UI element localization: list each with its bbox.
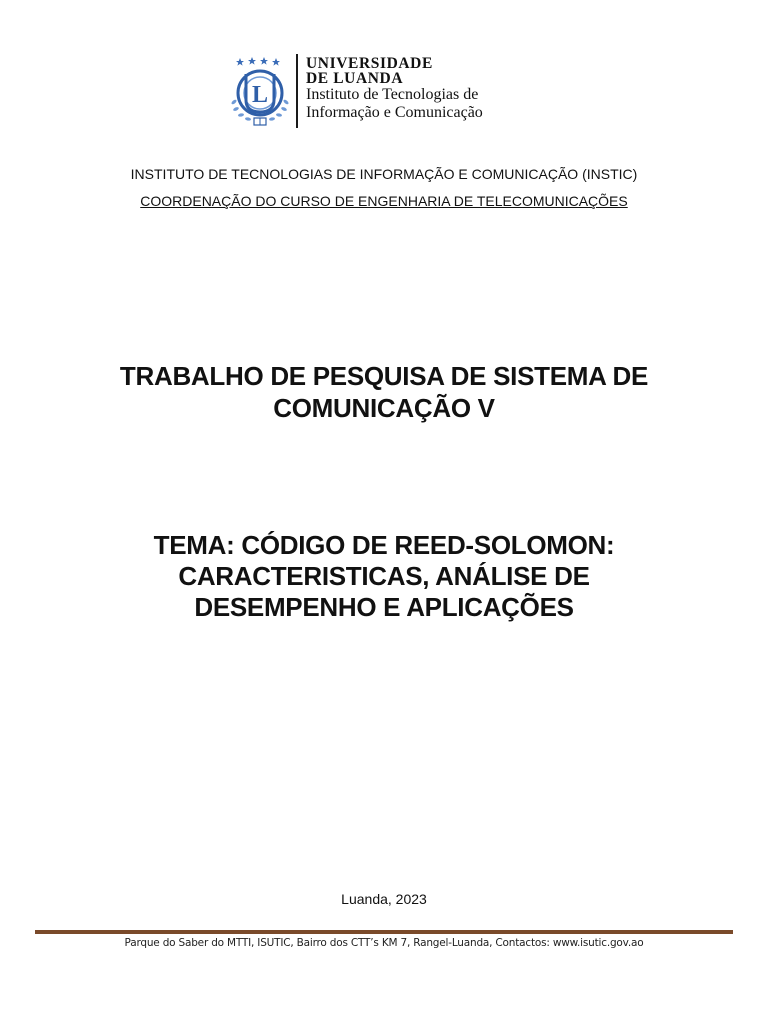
- footer-divider: [35, 930, 733, 934]
- logo-wordmark: [306, 56, 483, 122]
- university-name-line1: UNIVERSIDADE: [306, 55, 433, 72]
- svg-text:L: L: [251, 82, 269, 108]
- university-name-line2: DE LUANDA: [306, 70, 404, 87]
- footer-address: Parque do Saber do MTTI, ISUTIC, Bairro dos CTT’s KM 7, Rangel-Luanda, Contactos: www.isutic.gov.ao: [124, 937, 644, 949]
- institute-heading: INSTITUTO DE TECNOLOGIAS DE INFORMAÇÃO E COMUNICAÇÃO (INSTIC): [130, 166, 638, 182]
- stars-icon: [236, 57, 280, 66]
- logo-divider: [296, 54, 298, 128]
- university-emblem-icon: [226, 52, 294, 132]
- document-theme-line2: CARACTERISTICAS, ANÁLISE DE: [178, 561, 590, 591]
- place-and-date: Luanda, 2023: [341, 891, 427, 907]
- document-title-line2: COMUNICAÇÃO V: [273, 393, 495, 423]
- university-logo: [226, 52, 526, 132]
- document-theme-line1: TEMA: CÓDIGO DE REED-SOLOMON:: [153, 530, 615, 560]
- coordination-heading: COORDENAÇÃO DO CURSO DE ENGENHARIA DE TELECOMUNICAÇÕES: [140, 193, 628, 209]
- document-title: [84, 360, 684, 424]
- document-title-line1: TRABALHO DE PESQUISA DE SISTEMA DE: [119, 361, 649, 391]
- document-theme: [84, 530, 684, 623]
- document-theme-line3: DESEMPENHO E APLICAÇÕES: [194, 592, 574, 622]
- institute-name-line2: Informação e Comunicação: [306, 104, 483, 121]
- institute-name-line1: Instituto de Tecnologias de: [306, 86, 479, 103]
